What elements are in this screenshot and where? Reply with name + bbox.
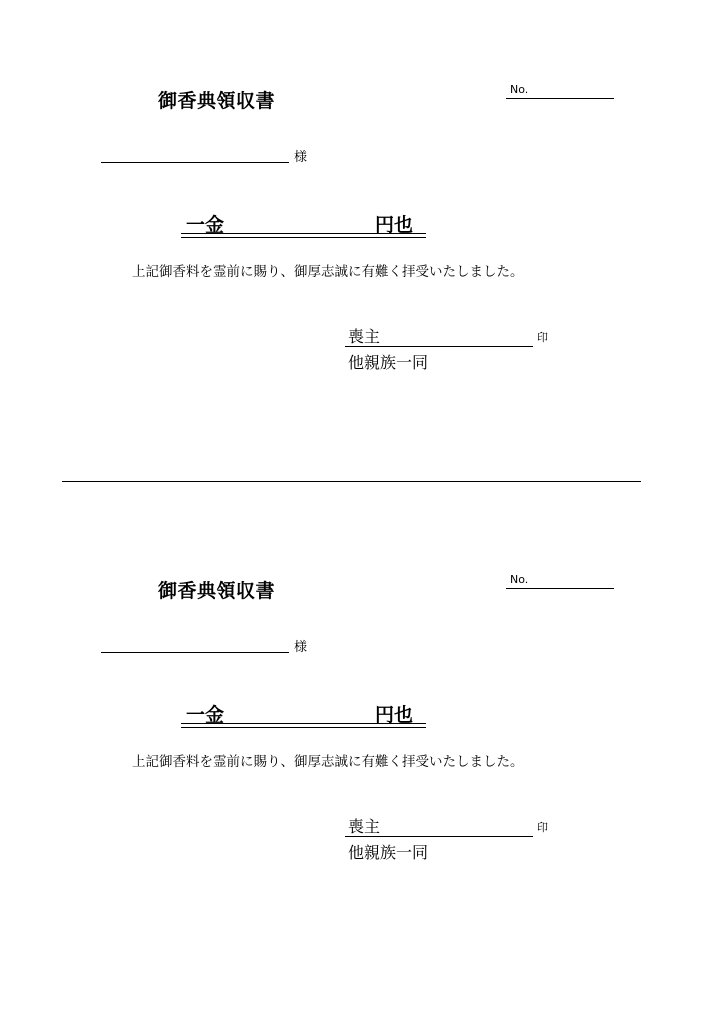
seal-label: 印 <box>537 331 548 344</box>
amount-suffix-label: 円也 <box>375 214 414 236</box>
receipt-number-field[interactable] <box>506 588 614 589</box>
chief-mourner-label: 喪主 <box>348 327 381 346</box>
cut-divider-line <box>62 481 641 482</box>
family-label: 他親族一同 <box>348 843 429 862</box>
amount-prefix-label: 一金 <box>186 214 225 236</box>
addressee-field[interactable] <box>101 652 289 653</box>
chief-mourner-field[interactable] <box>345 836 533 837</box>
acknowledgement-message: 上記御香料を霊前に賜り、御厚志誠に有難く拝受いたしました。 <box>132 754 524 770</box>
amount-suffix-label: 円也 <box>375 704 414 726</box>
chief-mourner-field[interactable] <box>345 346 533 347</box>
seal-label: 印 <box>537 821 548 834</box>
addressee-field[interactable] <box>101 162 289 163</box>
amount-field[interactable] <box>181 723 426 728</box>
receipt-title: 御香典領収書 <box>158 90 276 112</box>
family-label: 他親族一同 <box>348 353 429 372</box>
receipt-number-label: No. <box>510 83 529 96</box>
honorific-label: 様 <box>294 640 308 655</box>
chief-mourner-label: 喪主 <box>348 817 381 836</box>
acknowledgement-message: 上記御香料を霊前に賜り、御厚志誠に有難く拝受いたしました。 <box>132 264 524 280</box>
amount-prefix-label: 一金 <box>186 704 225 726</box>
receipt-number-label: No. <box>510 573 529 586</box>
receipt-title: 御香典領収書 <box>158 580 276 602</box>
receipt-bottom <box>0 490 724 890</box>
receipt-top <box>0 0 724 400</box>
receipt-number-field[interactable] <box>506 98 614 99</box>
honorific-label: 様 <box>294 150 308 165</box>
amount-field[interactable] <box>181 233 426 238</box>
